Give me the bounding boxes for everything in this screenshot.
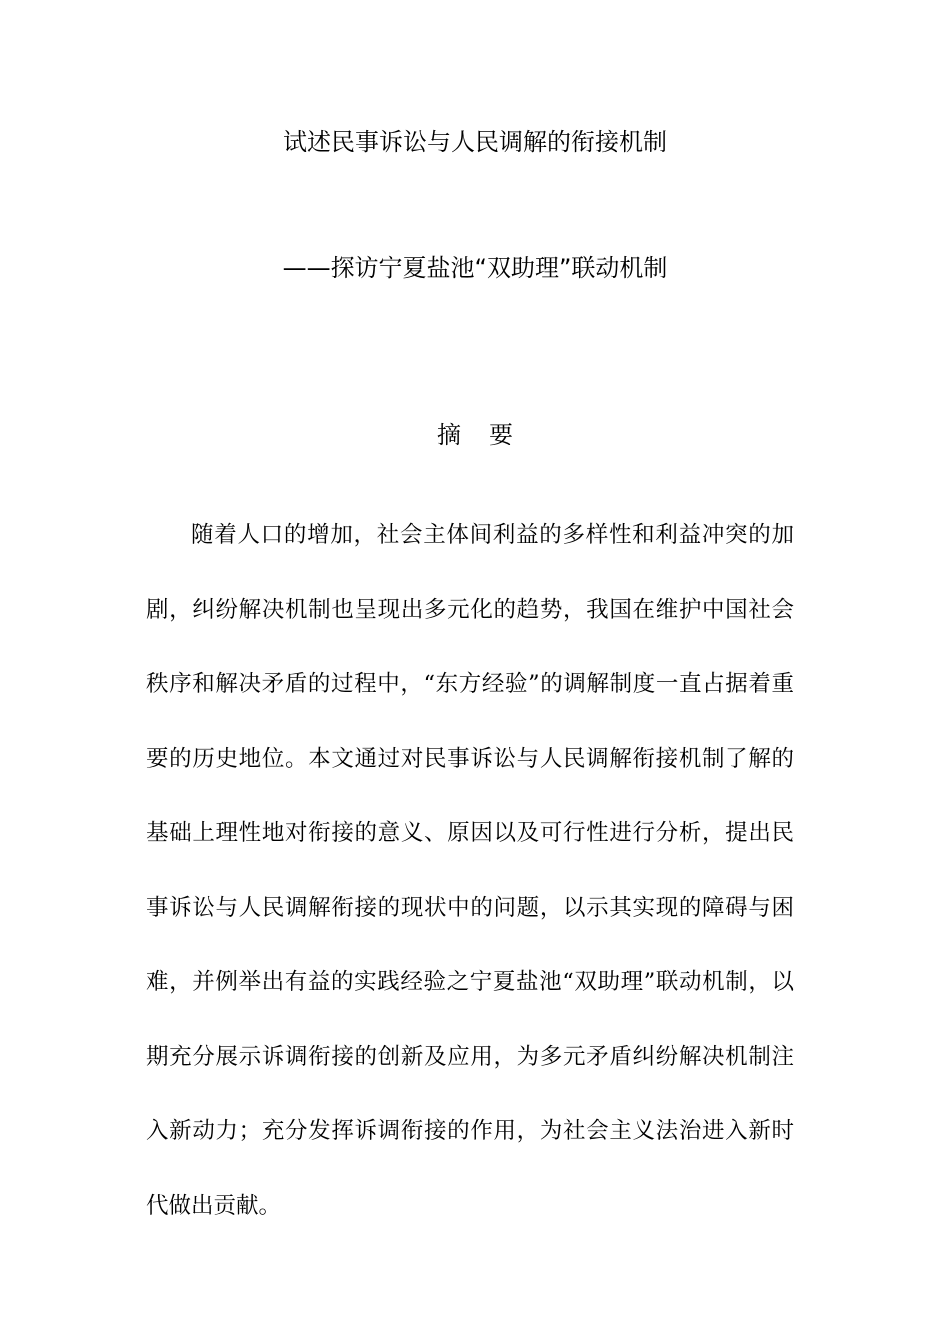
abstract-body: 随着人口的增加，社会主体间利益的多样性和利益冲突的加剧，纠纷解决机制也呈现出多元化的趋势，我国在维护中国社会秩序和解决矛盾的过程中，“东方经验”的调解制度一直占据着重要的历史地位。本文通过对民事诉讼与人民调解衔接机制了解的基础上理性地对衔接的意义、原因以及可行性进行分析，提出民事诉讼与人民调解衔接的现状中的问题，以示其实现的障碍与困难，并例举出有益的实践经验之宁夏盐池“双助理”联动机制，以期充分展示诉调衔接的创新及应用，为多元矛盾纠纷解决机制注入新动力；充分发挥诉调衔接的作用，为社会主义法治进入新时代做出贡献。 bbox=[146, 522, 794, 1219]
abstract-heading: 摘要 bbox=[437, 421, 541, 449]
document-title: 试述民事诉讼与人民调解的衔接机制 bbox=[283, 128, 667, 156]
document-subtitle: ——探访宁夏盐池“双助理”联动机制 bbox=[282, 254, 668, 282]
